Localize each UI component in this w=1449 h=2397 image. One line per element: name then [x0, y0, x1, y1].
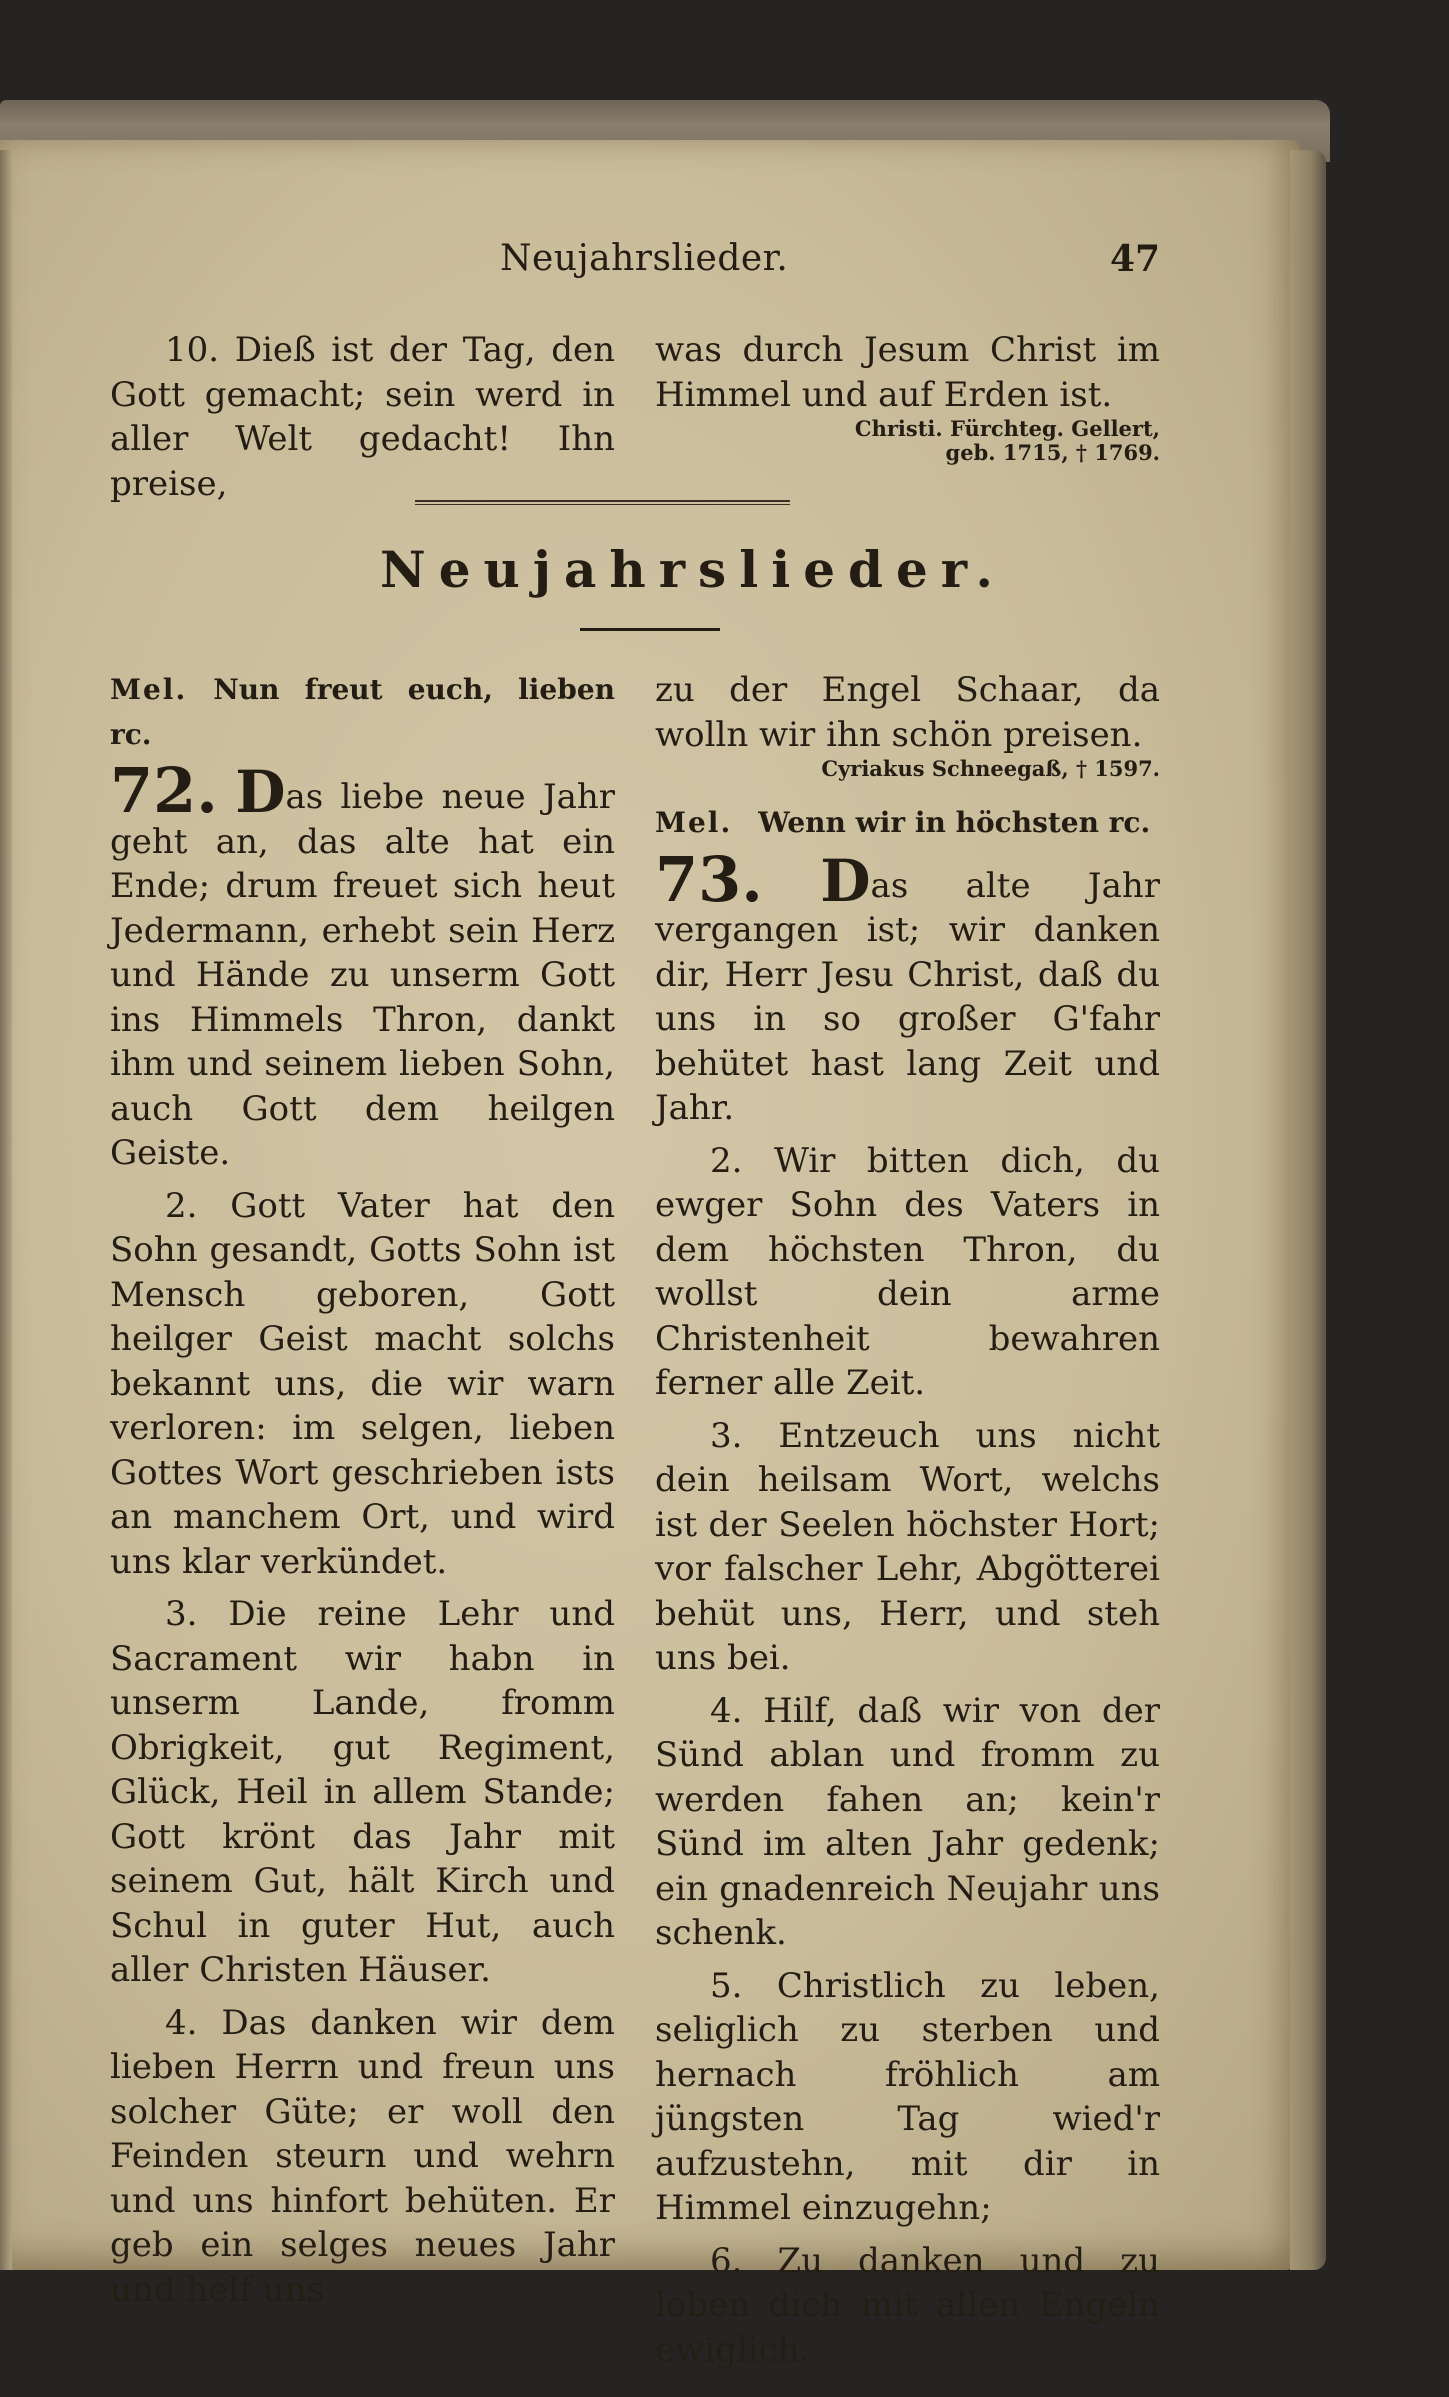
verse-text: 10. Dieß ist der Tag, den Gott gemacht; sein werd in aller Welt gedacht! Ihn preise,: [110, 330, 615, 504]
author-attribution: [655, 417, 1160, 465]
melody-abbr: Mel.: [655, 806, 733, 839]
melody-line: [110, 668, 615, 757]
running-head: Neujahrslieder.: [500, 238, 789, 279]
attribution-line: Christi. Fürchteg. Gellert,: [854, 416, 1160, 441]
right-column: [655, 668, 1160, 2372]
hymn-73-verse-6: 6. Zu danken und zu loben dich mit allen Engeln ewiglich.: [655, 2240, 1160, 2370]
hymn-72-verse-1: [110, 754, 616, 1176]
hymn-72-verse-4: 4. Das danken wir dem lieben Herrn und freun uns solcher Güte; er woll den Feinden steurn und wehrn und uns hinfort behüten. Er geb ein selges neues Jahr und helf uns: [110, 2002, 615, 2310]
hymn-72-verse-3: 3. Die reine Lehr und Sacrament wir habn in unserm Lande, fromm Obrigkeit, gut Regiment, Glück, Heil in allem Stande; Gott krönt das Jahr mit seinem Gut, hält Kirch und Schul in guter Hut, auch aller Christen Häuser.: [110, 1594, 615, 1990]
divider-rule: [415, 500, 790, 505]
section-title: Neujahrslieder.: [380, 540, 1006, 599]
page-gutter: [0, 150, 12, 2270]
hymn-number: 72.: [110, 754, 218, 827]
page-fore-edge: [1290, 150, 1326, 2270]
page-number: 47: [1110, 238, 1161, 280]
hymn-72-verse-4-continued: zu der Engel Schaar, da wolln wir ihn schön preisen.: [655, 670, 1160, 755]
title-underline: [580, 628, 720, 631]
hymn-number: 73.: [655, 842, 763, 916]
hymn-73-verse-5: 5. Christlich zu leben, seliglich zu sterben und hernach fröhlich am jüngsten Tag wied'r aufzustehn, mit dir in Himmel einzugehn;: [655, 1965, 1160, 2228]
verse-text: as liebe neue Jahr geht an, das alte hat ein Ende; drum freuet sich heut Jedermann, erhebt sein Herz und Hände zu unserm Gott ins Himmels Thron, dankt ihm und seinem lieben Sohn, auch Gott dem heilgen Geiste.: [110, 777, 616, 1173]
hymn-73-verse-2: 2. Wir bitten dich, du ewger Sohn des Vaters in dem höchsten Thron, du wollst dein arme Christenheit bewahren ferner alle Zeit.: [655, 1140, 1160, 1403]
verse-text: as alte Jahr vergangen ist; wir danken dir, Herr Jesu Christ, daß du uns in so großer G'fahr behütet hast lang Zeit und Jahr.: [655, 865, 1160, 1128]
hymn-72: [110, 668, 615, 2312]
hymn-73-verse-3: 3. Entzeuch uns nicht dein heilsam Wort, welchs ist der Seelen höchster Hort; vor falscher Lehr, Abgötterei behüt uns, Herr, und steh uns bei.: [655, 1415, 1160, 1678]
melody-abbr: Mel.: [110, 673, 188, 706]
melody-text: Wenn wir in höchsten rc.: [758, 806, 1151, 839]
hymn-72-verse-2: 2. Gott Vater hat den Sohn gesandt, Gotts Sohn ist Mensch geboren, Gott heilger Geist macht solchs bekannt uns, die wir warn verloren: im selgen, lieben Gottes Wort geschrieben ists an manchem Ort, und wird uns klar verkündet.: [110, 1185, 615, 1582]
verse-text: was durch Jesum Christ im Himmel und auf Erden ist.: [655, 330, 1160, 415]
drop-cap: D: [235, 758, 286, 826]
melody-line: [655, 801, 1160, 846]
hymn-73-verse-1: [655, 842, 1160, 1131]
attribution-line: geb. 1715, † 1769.: [945, 440, 1160, 465]
drop-cap: D: [820, 846, 871, 915]
prev-hymn-verse-10-right: [655, 328, 1160, 465]
hymn-73-verse-4: 4. Hilf, daß wir von der Sünd ablan und fromm zu werden fahen an; kein'r Sünd im alten Jahr gedenk; ein gnadenreich Neujahr uns schenk.: [655, 1690, 1160, 1953]
melody-text: Nun freut euch, lieben rc.: [110, 673, 615, 751]
author-attribution: Cyriakus Schneegaß, † 1597.: [821, 756, 1160, 781]
prev-hymn-verse-10-left: [110, 328, 615, 506]
